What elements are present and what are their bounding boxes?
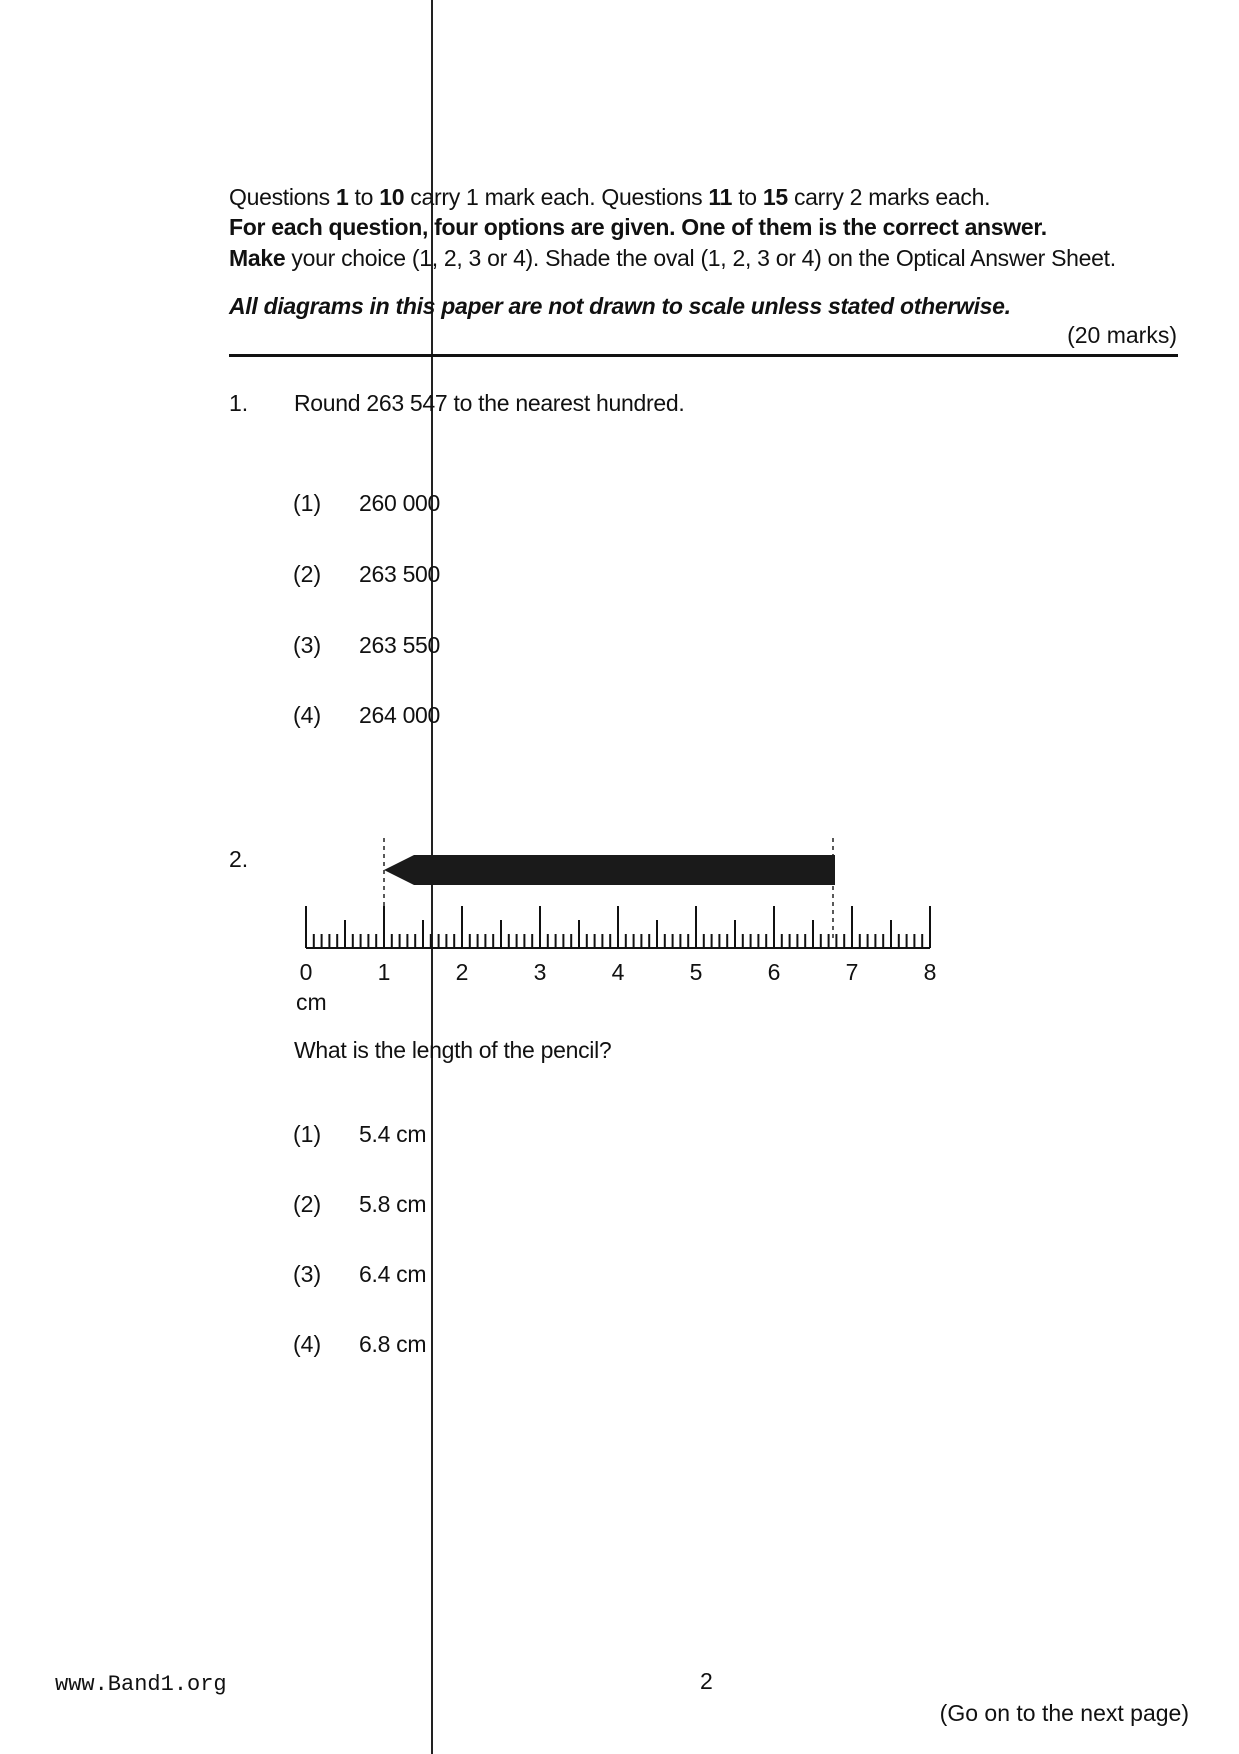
footer-url: www.Band1.org — [55, 1672, 227, 1697]
ruler-label-2: 2 — [455, 959, 469, 985]
section-divider — [229, 354, 1178, 357]
q2-option-1-number: (1) — [293, 1121, 322, 1147]
instruction-line-4: All diagrams in this paper are not drawn to scale unless stated otherwise. — [229, 293, 1011, 319]
ruler-label-5: 5 — [689, 959, 703, 985]
section-marks: (20 marks) — [1067, 322, 1177, 348]
question-2-number: 2. — [229, 846, 249, 872]
q2-option-4-number: (4) — [293, 1331, 322, 1357]
instruction-line-3: Make your choice (1, 2, 3 or 4). Shade the oval (1, 2, 3 or 4) on the Optical Answer Sheet. — [229, 245, 1116, 271]
ruler-label-6: 6 — [767, 959, 781, 985]
ruler-label-4: 4 — [611, 959, 625, 985]
question-1-text: Round 263 547 to the nearest hundred. — [294, 390, 685, 416]
ruler-label-1: 1 — [377, 959, 391, 985]
next-page-note: (Go on to the next page) — [939, 1700, 1189, 1726]
question-2-text: What is the length of the pencil? — [294, 1037, 612, 1063]
q1-option-1-number: (1) — [293, 490, 322, 516]
q2-option-2-number: (2) — [293, 1191, 322, 1217]
q1-option-2-value: 263 500 — [359, 561, 441, 587]
pencil-ruler-diagram — [290, 830, 950, 1020]
instruction-line-1: Questions 1 to 10 carry 1 mark each. Questions 11 to 15 carry 2 marks each. — [229, 184, 991, 210]
question-1-number: 1. — [229, 390, 249, 416]
pencil-icon — [384, 855, 835, 885]
q2-option-3-number: (3) — [293, 1261, 322, 1287]
q1-option-2-number: (2) — [293, 561, 322, 587]
ruler-label-7: 7 — [845, 959, 859, 985]
ruler-label-3: 3 — [533, 959, 547, 985]
ruler-label-0: 0 — [299, 959, 313, 985]
q1-option-1-value: 260 000 — [359, 490, 441, 516]
q2-option-3-value: 6.4 cm — [359, 1261, 427, 1287]
q2-option-2-value: 5.8 cm — [359, 1191, 427, 1217]
instruction-line-2: For each question, four options are given. One of them is the correct answer. — [229, 214, 1047, 240]
q2-option-1-value: 5.4 cm — [359, 1121, 427, 1147]
q1-option-3-value: 263 550 — [359, 632, 441, 658]
ruler-unit-label: cm — [296, 989, 327, 1015]
ruler-svg — [290, 830, 950, 1020]
q1-option-4-number: (4) — [293, 702, 322, 728]
ruler-label-8: 8 — [923, 959, 937, 985]
page-number: 2 — [700, 1668, 713, 1694]
q2-option-4-value: 6.8 cm — [359, 1331, 427, 1357]
q1-option-4-value: 264 000 — [359, 702, 441, 728]
q1-option-3-number: (3) — [293, 632, 322, 658]
